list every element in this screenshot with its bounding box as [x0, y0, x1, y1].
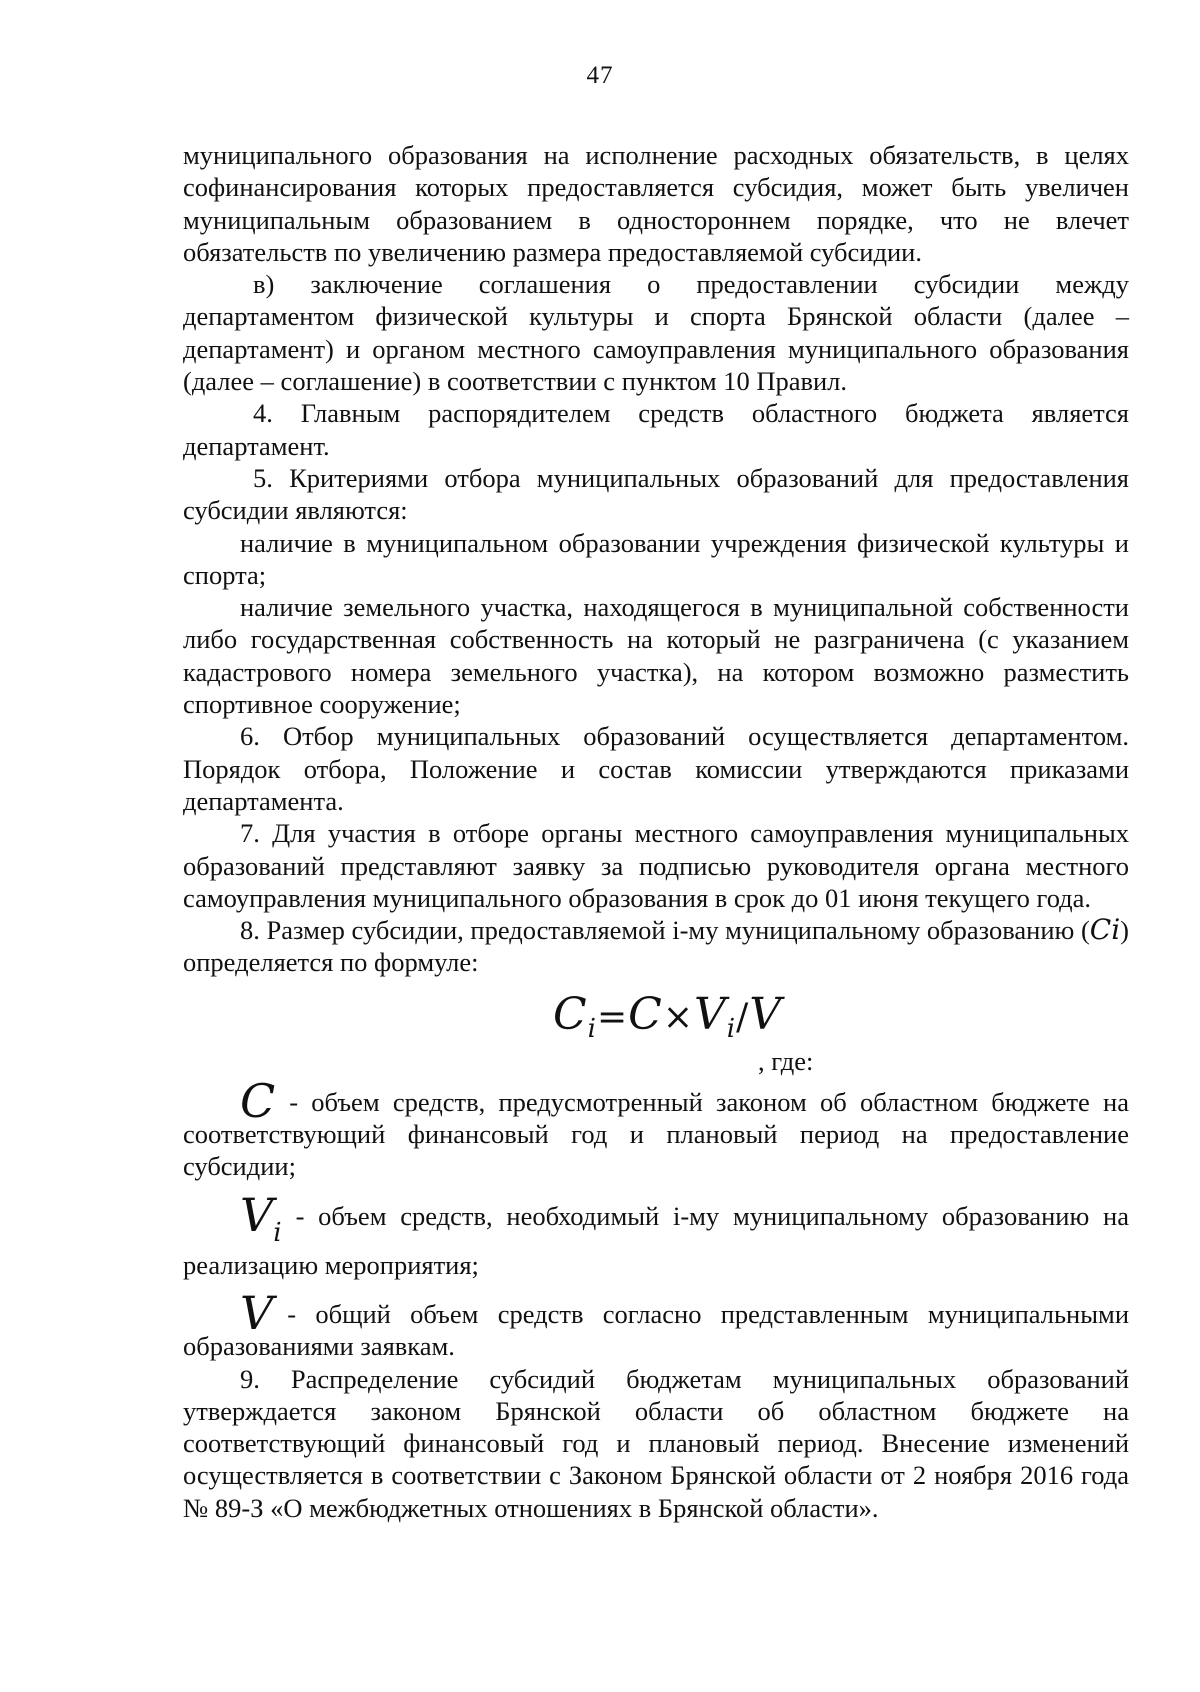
- formula-line: [183, 979, 1129, 1085]
- formula-v: V: [694, 988, 727, 1040]
- paragraph-item-6: 6. Отбор муниципальных образований осуществляется департаментом. Порядок отбора, Положение и состав комиссии утверждаются приказами департамента.: [183, 721, 1129, 816]
- paragraph-item-9: 9. Распределение субсидий бюджетам муниципальных образований утверждается законом Брянской области об областном бюджете на соответствующий финансовый год и плановый период. Внесение изменений осуществляется в соответствии с Законом Брянской области от 2 ноября 2016 года № 89-З «О межбюджетных отношениях в Брянской области».: [183, 1363, 1129, 1523]
- definition-vi: [183, 1187, 1129, 1281]
- definition-c: [183, 1073, 1129, 1183]
- definition-vi-sub: i: [273, 1217, 282, 1248]
- formula-c: C: [628, 988, 663, 1040]
- item-8-text-after: ) определяется по формуле:: [183, 915, 1129, 978]
- definition-v-symbol: [240, 1285, 274, 1340]
- definition-v-letter: V: [240, 1285, 274, 1340]
- definition-vi-letter: V: [240, 1187, 274, 1242]
- subsidy-formula: [553, 988, 783, 1045]
- formula-lhs-sub: i: [587, 1013, 597, 1044]
- paragraph-item-4: 4. Главным распорядителем средств областного бюджета является департамент.: [183, 398, 1129, 461]
- formula-suffix: , где:: [758, 1045, 814, 1076]
- definition-v-text: - общий объем средств согласно представленным муниципальными образованиями заявкам.: [183, 1298, 1129, 1362]
- document-body: [183, 139, 1129, 1524]
- formula-v-sub: i: [726, 1013, 737, 1044]
- definition-c-text: - объем средств, предусмотренный законом об областном бюджете на соответствующий финансовый год и плановый период на предоставление субсидии;: [183, 1086, 1129, 1182]
- formula-lhs: C: [553, 988, 588, 1040]
- definition-vi-symbol: [240, 1187, 282, 1249]
- paragraph-item-8: [183, 914, 1129, 979]
- paragraph-item-v: в) заключение соглашения о предоставлении субсидии между департаментом физической культуры и спорта Брянской области (далее – департамент) и органом местного самоуправления муниципального образования (далее – соглашение) в соответствии с пунктом 10 Правил.: [183, 269, 1129, 397]
- paragraph-criterion-1: наличие в муниципальном образовании учреждения физической культуры и спорта;: [183, 527, 1129, 590]
- definition-v: [183, 1285, 1129, 1363]
- page-number: 47: [586, 62, 614, 89]
- definition-vi-text: - объем средств, необходимый i-му муниципальному образованию на реализацию мероприятия;: [183, 1200, 1129, 1280]
- paragraph-intro: муниципального образования на исполнение расходных обязательств, в целях софинансирования которых предоставляется субсидия, может быть увеличен муниципальным образованием в одностороннем порядке, что не влечет обязательств по увеличению размера предоставляемой субсидии.: [183, 140, 1129, 267]
- paragraph-item-7: 7. Для участия в отборе органы местного самоуправления муниципальных образований представляют заявку за подписью руководителя органа местного самоуправления муниципального образования в срок до 01 июня текущего года.: [183, 818, 1129, 913]
- formula-equals: =: [597, 996, 629, 1038]
- formula-slash: /: [736, 996, 750, 1038]
- formula-times: ×: [662, 996, 695, 1038]
- definition-c-symbol: [240, 1073, 276, 1128]
- item-8-text-before: 8. Размер субсидии, предоставляемой i-му муниципальному образованию (: [240, 915, 1090, 946]
- item-8-symbol: Ci: [1089, 913, 1121, 947]
- paragraph-criterion-2: наличие земельного участка, находящегося в муниципальной собственности либо государственная собственность на который не разграничена (с указанием кадастрового номера земельного участка), на котором возможно разместить спортивное сооружение;: [183, 592, 1129, 720]
- definition-c-letter: C: [240, 1073, 276, 1128]
- paragraph-item-5: 5. Критериями отбора муниципальных образований для предоставления субсидии являются:: [183, 462, 1129, 526]
- formula-v-total: V: [749, 988, 783, 1040]
